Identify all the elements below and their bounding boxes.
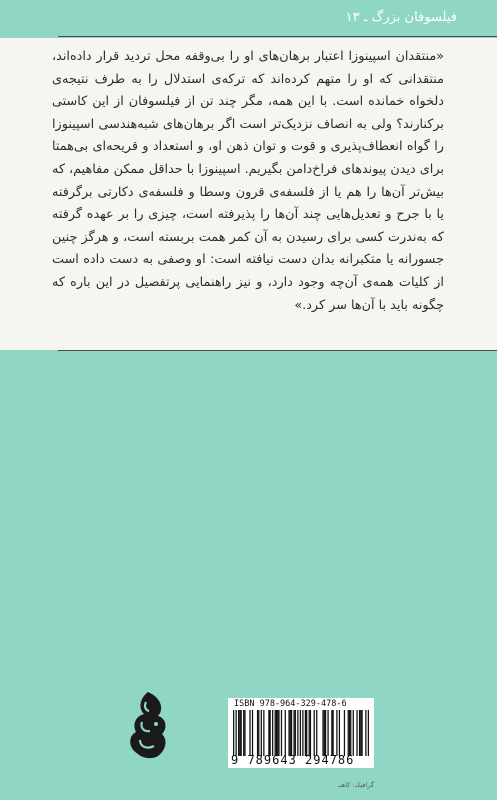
series-band [0,0,497,38]
barcode-bar [322,710,323,756]
barcode-bar [243,710,244,756]
barcode-bar [252,710,253,756]
series-title: فیلسوفان بزرگ ـ ۱۳ [345,10,457,25]
blurb-text [52,46,444,317]
barcode-bar [365,710,366,756]
barcode-bar [238,710,239,756]
divider-line [58,350,497,351]
designer-credit: گرافیک: کاهنـ [338,781,374,789]
barcode-bar [281,710,282,756]
barcode-bar [293,710,294,756]
barcode-bar [263,710,264,756]
barcode-bar [241,710,242,756]
barcode-bar [268,710,269,756]
divider-line [58,36,497,37]
barcode-bar [270,710,271,756]
barcode-bar [309,710,310,756]
barcode-bar [348,710,349,756]
barcode-bar [368,710,369,756]
barcode-bar [360,710,361,756]
barcode-bar [244,710,245,756]
barcode-bar [306,710,307,756]
barcode-bar [258,710,259,756]
barcode-bar [349,710,350,756]
barcode-bar [276,710,277,756]
barcode-bar [327,710,328,756]
barcode-bar [278,710,279,756]
isbn-barcode-box [228,698,374,768]
barcode-bar [325,710,326,756]
barcode-bar [277,710,278,756]
barcode-bar [356,710,357,756]
barcode-bar [350,710,351,756]
barcode-bar [297,710,298,756]
barcode-bar [302,710,303,756]
blurb-paragraph: «منتقدان اسپینوزا اعتبار برهان‌های او را بی‌وقفه محل تردید قرار داده‌اند، منتقدانی که او را متهم کرده‌اند که ترکه‌ی استدلال را به طرف نتیجه‌ی دلخواه خمانده است. با این همه، مگر چند تن از فیلسوفان از این کاستی برکنارند؟ ولی به انصاف نزدیک‌تر است اگر برهان‌های شبه‌هندسی اسپینوزا را گواه انعطاف‌پذیری و قوت و توان ذهن او، و استعداد و قریحه‌ای بی‌همتا برای دیدن پیوندهای فراخ‌دامن بگیریم. اسپینوزا با حداقل ممکن مفاهیم، که بیش‌تر آن‌ها را هم یا از فلسفه‌ی قرون وسطا و فلسفه‌ی دکارتی برگرفته یا با جرح و تعدیل‌هایی چند آن‌ها را پذیرفته است، چیزی را بر عهده گرفته که به‌ندرت کسی برای رسیدن به آن کمر همت بربسته است، و هرگز چنین جسورانه یا متکبرانه بدان دست نیافته است: او وصفی به دست داده است از کلیات همه‌ی آن‌چه وجود دارد، و نیز راهنمایی پرتفصیل در این باره که چگونه باید با آن‌ها سر کرد.» [52,49,444,313]
barcode-bar [275,710,276,756]
barcode-bar [300,710,301,756]
barcode-bar [233,710,234,756]
barcode-bar [285,710,286,756]
barcode-bar [336,710,337,756]
barcode-bar [239,710,240,756]
barcode-bar [344,710,345,756]
barcode-bar [272,710,273,756]
barcode-bar [314,710,315,756]
barcode-bar [236,710,237,756]
barcode-bar [257,710,258,756]
barcode-bar [361,710,362,756]
barcode-bar [305,710,306,756]
barcode-digits: 9 789643 294786 [231,753,355,767]
barcode [233,710,369,756]
barcode-bar [310,710,311,756]
barcode-bar [261,710,262,756]
publisher-logo [118,688,178,766]
barcode-bar [332,710,333,756]
barcode-bar [291,710,292,756]
barcode-bar [316,710,317,756]
barcode-bar [324,710,325,756]
barcode-bar [249,710,250,756]
barcode-bar [295,710,296,756]
barcode-bar [288,710,289,756]
barcode-bar [359,710,360,756]
barcode-bar [331,710,332,756]
barcode-bar [339,710,340,756]
isbn-text: ISBN 978-964-329-478-6 [234,699,347,709]
barcode-bar [290,710,291,756]
barcode-bar [353,710,354,756]
